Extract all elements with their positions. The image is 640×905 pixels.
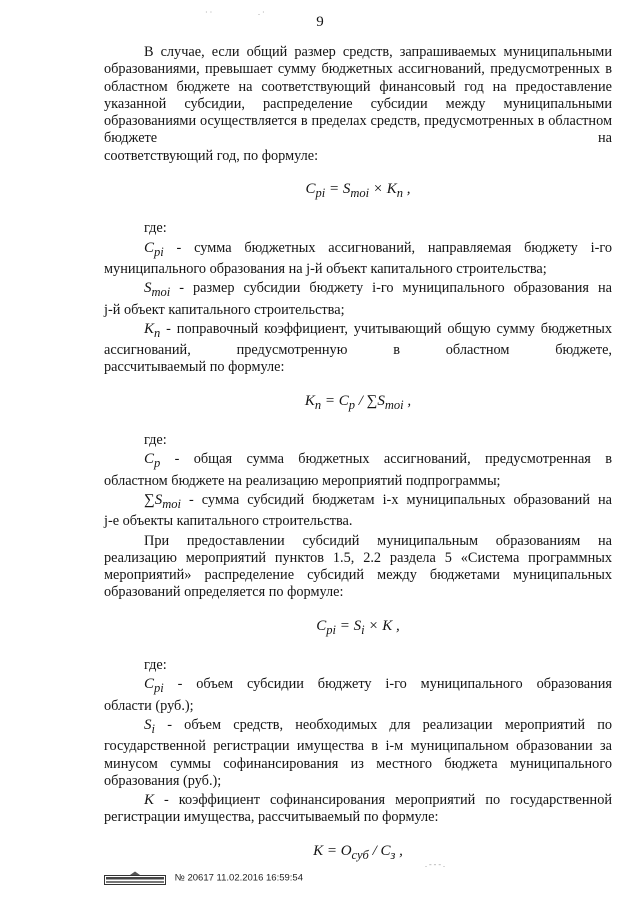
registry-stamp-icon [104, 871, 166, 885]
footer-registration: № 20617 11.02.2016 16:59:54 [174, 872, 303, 884]
where-label: где: [144, 657, 167, 674]
symbol-smoi: $S_{moi}$ [144, 280, 171, 300]
definition-si: $S_i$ - объем средств, необходимых для реализации мероприятий по государственной регистрации имущества в i-м муниципальном образовании за минусом суммы софинансирования из местного бюджета муниципального [104, 716, 612, 772]
symbol-cp: $C_p$ [144, 451, 161, 471]
symbol-cpi: $C_{pi}$ [144, 239, 164, 259]
where-label: где: [144, 220, 167, 237]
formula-cpi-si: $C_{pi} = S_i \times K$ , [316, 617, 400, 637]
scan-speck: · · [205, 8, 213, 17]
page-number: 9 [316, 14, 324, 30]
symbol-sum-smoi: $\sum S_{moi}$ [144, 491, 181, 511]
definition-kn: $K_n$ - поправочный коэффициент, учитывающий общую сумму бюджетных ассигнований, предусмотренную в областном бюджете, [104, 320, 612, 359]
symbol-cpi: $C_{pi}$ [144, 676, 164, 696]
symbol-k: K [144, 792, 155, 809]
paragraph-intro-end: соответствующий год, по формуле: [104, 147, 319, 164]
definition-cpi-2-cont: области (руб.); [104, 697, 194, 714]
definition-cpi-cont: муниципального образования на j-й объект капитального строительства; [104, 260, 547, 277]
document-body [104, 44, 612, 882]
formula-kn: $K_n = C_p / \sum S_{moi}$ , [304, 392, 412, 412]
definition-sum-smoi-cont: j-е объекты капитального строительства. [104, 513, 353, 530]
paragraph-distribution: При предоставлении субсидий муниципальным образованиям на реализацию мероприятий пунктов 1.5, 2.2 раздела 5 «Система программных мероприятий» распределение субсидий между бюджетами муниципальных [104, 532, 612, 584]
scan-speck: . · [258, 8, 265, 17]
paragraph-distribution-end: образований определяется по формуле: [104, 584, 344, 601]
definition-k-cont: регистрации имущества, рассчитываемый по формуле: [104, 809, 439, 826]
definition-si-cont: образования (руб.); [104, 772, 222, 789]
symbol-si: $S_i$ [144, 716, 155, 736]
definition-cpi: $C_{pi}$ - сумма бюджетных ассигнований, направляемая бюджету i-го [144, 239, 612, 259]
definition-kn-cont: рассчитываемый по формуле: [104, 359, 285, 376]
definition-smoi-cont: j-й объект капитального строительства; [104, 301, 345, 318]
definition-sum-smoi: $\sum S_{moi}$ - сумма субсидий бюджетам i-х муниципальных образований на [144, 491, 612, 511]
symbol-kn: $K_n$ [144, 320, 161, 340]
paragraph-intro: В случае, если общий размер средств, запрашиваемых муниципальными образованиями, превышает сумму бюджетных ассигнований, предусмотренных в областном бюджете на соответствующий финансовый год на предоставление указанной субсидии, распределение субсидии между муниципальными образованиями осуществляется в пределах средств, предусмотренных в областном бюджете на [104, 44, 612, 147]
definition-cpi-2: $C_{pi}$ - объем субсидии бюджету i-го муниципального образования [144, 676, 612, 696]
document-footer [104, 871, 303, 885]
definition-cp-cont: областном бюджете на реализацию мероприятий подпрограммы; [104, 472, 501, 489]
definition-k: K - коэффициент софинансирования мероприятий по государственной [144, 792, 612, 809]
scan-speck: . - - - . [425, 860, 445, 869]
definition-cp: $C_p$ - общая сумма бюджетных ассигнований, предусмотренная в [144, 451, 612, 471]
where-label: где: [144, 432, 167, 449]
definition-smoi: $S_{moi}$ - размер субсидии бюджету i-го муниципального образования на [144, 280, 612, 300]
formula-cpi: $C_{pi} = S_{moi} \times K_n$ , [305, 181, 411, 201]
formula-k: $K = O_{суб} / C_з$ , [313, 842, 403, 862]
